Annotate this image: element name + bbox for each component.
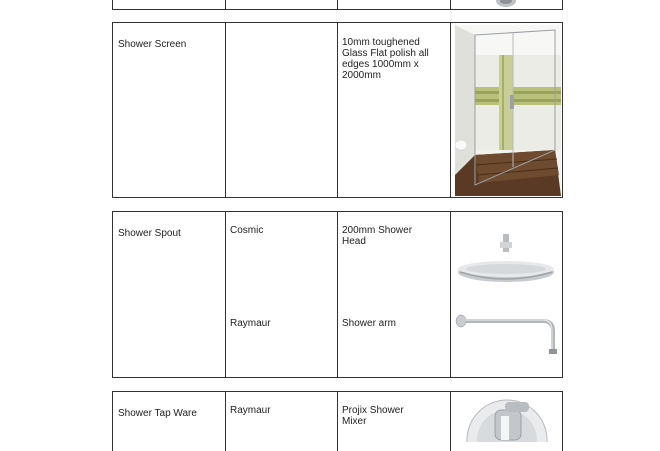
table-shower-tap-ware (112, 391, 563, 451)
table-shower-screen (112, 22, 563, 198)
cell-brand (226, 23, 338, 197)
cell-description (338, 212, 451, 377)
shower-enclosure-photo (455, 25, 561, 196)
cell-item (113, 23, 226, 197)
description-text: Projix Shower Mixer (342, 405, 404, 427)
item-label: Shower Tap Ware (118, 408, 197, 419)
item-label: Shower Spout (118, 228, 181, 239)
cell-brand (226, 0, 338, 9)
description-text: 200mm Shower Head (342, 225, 413, 247)
shower-arm-photo (455, 307, 563, 357)
cell-item (113, 212, 226, 377)
table-top-partial (112, 0, 563, 10)
cell-description (338, 23, 451, 197)
description-text: Shower arm (342, 318, 396, 329)
rain-shower-head-photo (453, 234, 563, 284)
brand-label: Cosmic (230, 225, 264, 236)
cell-image (451, 23, 562, 197)
brand-label: Raymaur (230, 318, 271, 329)
cell-image (451, 392, 562, 451)
cell-brand (226, 212, 338, 377)
cell-brand (226, 392, 338, 451)
cell-item (113, 392, 226, 451)
cell-description (338, 392, 451, 451)
item-label: Shower Screen (118, 39, 187, 50)
cell-image (451, 0, 562, 9)
cell-description (338, 0, 451, 9)
brand-label: Raymaur (230, 405, 271, 416)
description-text: 10mm toughened Glass Flat polish all edges 1000mm x 2000mm (342, 37, 429, 81)
table-shower-spout (112, 211, 563, 378)
cell-image (451, 212, 562, 377)
fitting-photo (451, 0, 561, 11)
cell-item (113, 0, 226, 9)
shower-mixer-photo (465, 396, 549, 442)
